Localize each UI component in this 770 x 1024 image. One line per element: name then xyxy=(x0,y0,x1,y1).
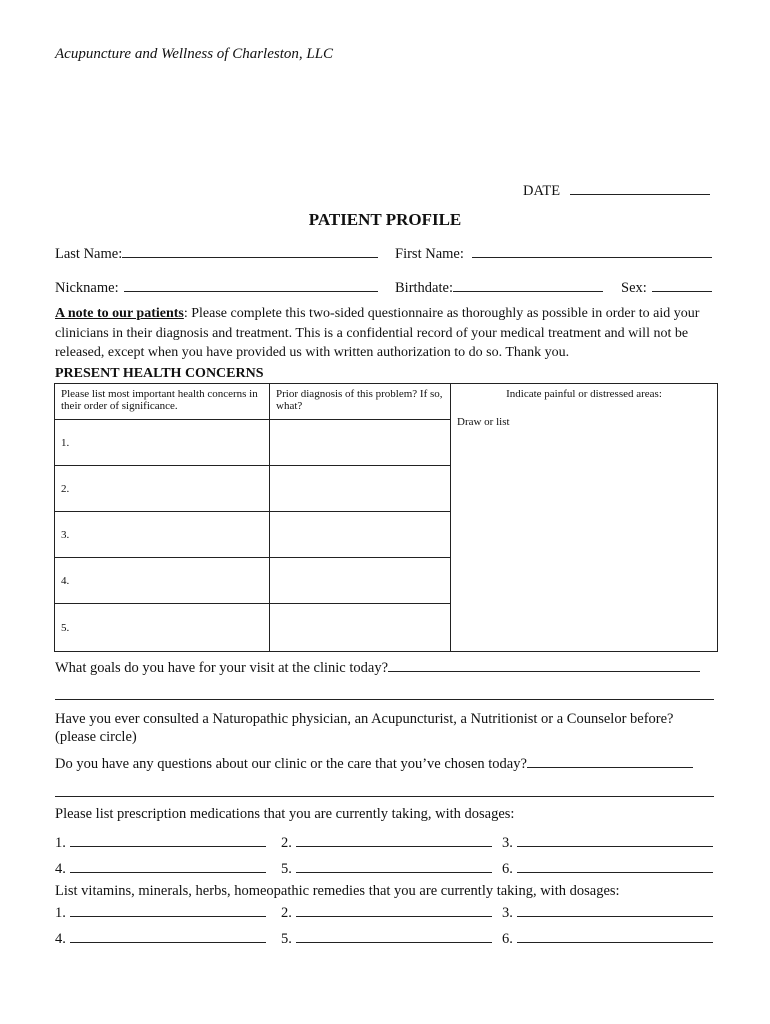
present-health-table xyxy=(54,383,718,652)
medication-4-num: 4. xyxy=(55,861,66,877)
vitamin-6-num: 6. xyxy=(502,931,513,947)
date-label: DATE xyxy=(523,183,561,199)
nickname-field xyxy=(55,280,378,297)
medication-1-line[interactable] xyxy=(70,832,266,847)
concern-row-4[interactable]: 4. xyxy=(55,558,270,604)
birthdate-field xyxy=(395,280,603,297)
medication-3-num: 3. xyxy=(502,835,513,851)
vitamin-4-num: 4. xyxy=(55,931,66,947)
goals-question xyxy=(55,660,700,677)
goals-input-line[interactable] xyxy=(388,671,700,672)
medication-5-line[interactable] xyxy=(296,858,492,873)
concern-row-5[interactable]: 5. xyxy=(55,604,270,652)
medication-6-line[interactable] xyxy=(517,858,713,873)
vitamin-2 xyxy=(281,902,492,922)
medication-6-num: 6. xyxy=(502,861,513,877)
draw-or-list-label: Draw or list xyxy=(457,416,510,428)
patient-note xyxy=(55,304,720,363)
company-name: Acupuncture and Wellness of Charleston, LLC xyxy=(55,46,334,62)
sex-field xyxy=(621,280,712,297)
medications-label: Please list prescription medications that you are currently taking, with dosages: xyxy=(55,806,515,822)
vitamin-2-line[interactable] xyxy=(296,902,492,917)
date-field xyxy=(523,183,710,200)
present-health-title: PRESENT HEALTH CONCERNS xyxy=(55,366,264,381)
date-input-line[interactable] xyxy=(570,194,710,195)
concern-row-1[interactable]: 1. xyxy=(55,420,270,466)
last-name-label: Last Name: xyxy=(55,246,123,262)
clinic-questions-input-line[interactable] xyxy=(527,767,693,768)
birthdate-input-line[interactable] xyxy=(453,291,603,292)
vitamin-5 xyxy=(281,928,492,948)
vitamin-1 xyxy=(55,902,266,922)
medication-5-num: 5. xyxy=(281,861,292,877)
medication-2-line[interactable] xyxy=(296,832,492,847)
nickname-input-line[interactable] xyxy=(124,291,378,292)
sex-label: Sex: xyxy=(621,280,647,296)
col-prior-diagnosis-header: Prior diagnosis of this problem? If so, what? xyxy=(270,384,451,420)
medication-4-line[interactable] xyxy=(70,858,266,873)
concern-row-2[interactable]: 2. xyxy=(55,466,270,512)
medication-3-line[interactable] xyxy=(517,832,713,847)
medication-2-num: 2. xyxy=(281,835,292,851)
diagnosis-row-2[interactable] xyxy=(270,466,451,512)
last-name-field xyxy=(55,246,378,263)
nickname-label: Nickname: xyxy=(55,280,119,296)
diagnosis-row-4[interactable] xyxy=(270,558,451,604)
first-name-input-line[interactable] xyxy=(472,257,712,258)
first-name-field xyxy=(395,246,712,263)
page-title: PATIENT PROFILE xyxy=(308,210,462,229)
last-name-input-line[interactable] xyxy=(122,257,378,258)
diagnosis-row-3[interactable] xyxy=(270,512,451,558)
clinic-questions-label: Do you have any questions about our clinic or the care that you’ve chosen today? xyxy=(55,756,527,772)
col-health-concerns-header: Please list most important health concerns in their order of significance. xyxy=(55,384,270,420)
medication-5 xyxy=(281,858,492,878)
medication-2 xyxy=(281,832,492,852)
vitamin-3-num: 3. xyxy=(502,905,513,921)
goals-label: What goals do you have for your visit at the clinic today? xyxy=(55,660,389,676)
vitamin-1-line[interactable] xyxy=(70,902,266,917)
consulted-question: Have you ever consulted a Naturopathic physician, an Acupuncturist, a Nutritionist or a Counselor before? xyxy=(55,711,674,727)
first-name-label: First Name: xyxy=(395,246,464,262)
painful-areas-header: Indicate painful or distressed areas: xyxy=(506,388,662,400)
vitamin-3-line[interactable] xyxy=(517,902,713,917)
vitamin-2-num: 2. xyxy=(281,905,292,921)
vitamin-5-line[interactable] xyxy=(296,928,492,943)
clinic-questions xyxy=(55,756,693,773)
medication-1-num: 1. xyxy=(55,835,66,851)
note-lead: A note to our patients xyxy=(55,306,184,321)
vitamin-6 xyxy=(502,928,713,948)
vitamin-3 xyxy=(502,902,713,922)
birthdate-label: Birthdate: xyxy=(395,280,453,296)
sex-input-line[interactable] xyxy=(652,291,712,292)
medication-6 xyxy=(502,858,713,878)
clinic-questions-input-line-2[interactable] xyxy=(55,796,714,797)
medication-3 xyxy=(502,832,713,852)
vitamins-label: List vitamins, minerals, herbs, homeopathic remedies that you are currently taking, with dosages: xyxy=(55,883,620,899)
vitamin-4-line[interactable] xyxy=(70,928,266,943)
goals-input-line-2[interactable] xyxy=(55,699,714,700)
diagnosis-row-1[interactable] xyxy=(270,420,451,466)
concern-row-3[interactable]: 3. xyxy=(55,512,270,558)
diagnosis-row-5[interactable] xyxy=(270,604,451,652)
vitamin-6-line[interactable] xyxy=(517,928,713,943)
consulted-note: (please circle) xyxy=(55,729,137,745)
painful-areas-cell[interactable] xyxy=(451,384,718,652)
medication-1 xyxy=(55,832,266,852)
note-text: : Please complete this two-sided questionnaire as thoroughly as possible in order to aid your clinicians in their diagnosis and treatment. This is a confidential record of your medical treatment and will not be released, except when you have provided us with written authorization to do so. Thank you. xyxy=(55,306,700,360)
vitamin-1-num: 1. xyxy=(55,905,66,921)
vitamin-4 xyxy=(55,928,266,948)
medication-4 xyxy=(55,858,266,878)
vitamin-5-num: 5. xyxy=(281,931,292,947)
